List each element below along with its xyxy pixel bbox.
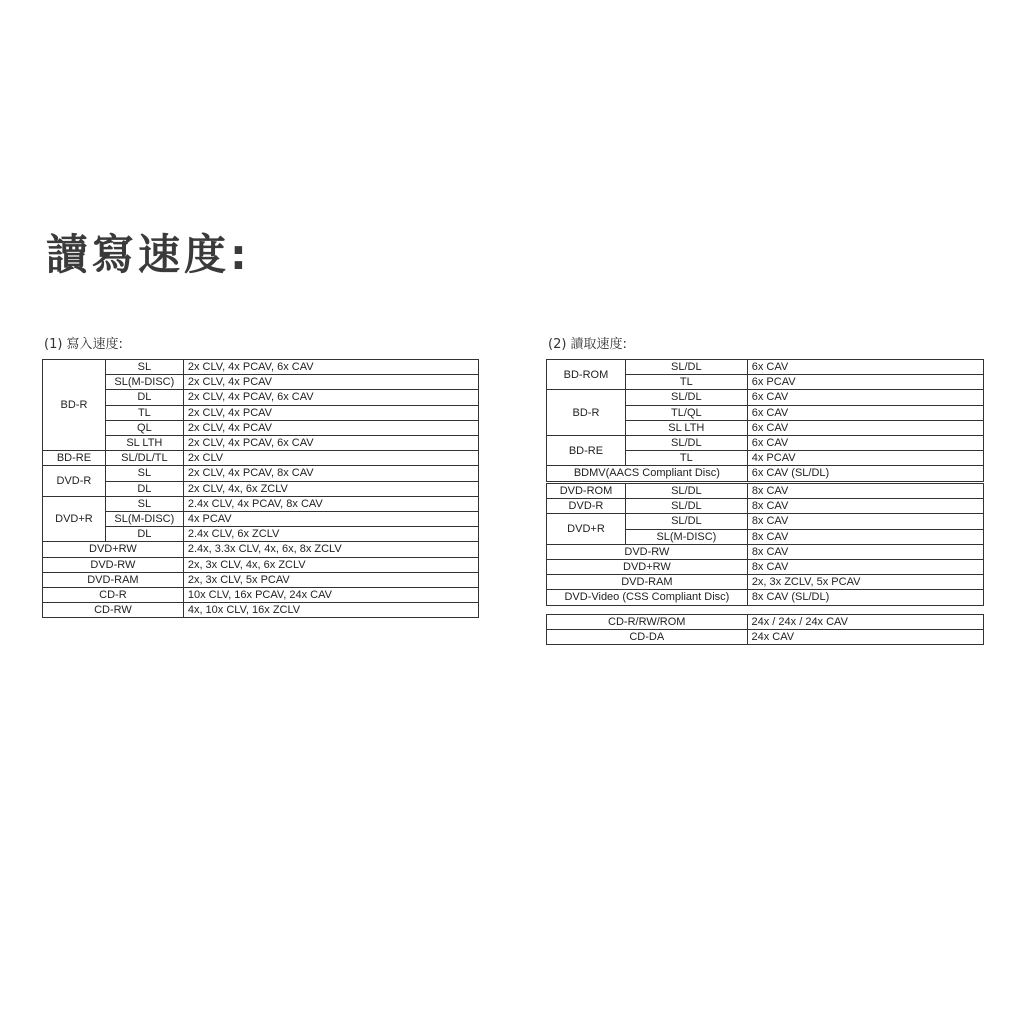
media-group-cell: DVD-R xyxy=(43,466,106,496)
media-cell: CD-R/RW/ROM xyxy=(547,615,748,630)
table-row xyxy=(43,360,479,375)
table-row xyxy=(43,512,479,527)
media-cell: CD-R xyxy=(43,588,184,603)
speed-cell: 4x PCAV xyxy=(747,451,983,466)
speed-cell: 2.4x CLV, 4x PCAV, 8x CAV xyxy=(183,496,478,511)
media-cell: DVD-RAM xyxy=(43,572,184,587)
media-group-cell: DVD+R xyxy=(547,514,626,544)
disc-type-cell: SL xyxy=(105,360,183,375)
table-row xyxy=(547,560,984,575)
table-row xyxy=(547,630,984,645)
speed-cell: 2x CLV, 4x, 6x ZCLV xyxy=(183,481,478,496)
speed-cell: 24x CAV xyxy=(747,630,983,645)
table-row xyxy=(547,615,984,630)
read-speed-label: (2) 讀取速度: xyxy=(548,337,627,352)
media-cell: DVD-RW xyxy=(43,557,184,572)
speed-cell: 2x, 3x CLV, 4x, 6x ZCLV xyxy=(183,557,478,572)
table-row xyxy=(547,390,984,405)
table-row xyxy=(547,590,984,605)
speed-cell: 2x CLV xyxy=(183,451,478,466)
table-row xyxy=(547,544,984,559)
table-row xyxy=(43,451,479,466)
disc-type-cell: TL xyxy=(625,451,747,466)
table-row xyxy=(43,390,479,405)
table-row xyxy=(547,466,984,481)
table-row xyxy=(43,375,479,390)
disc-type-cell: TL xyxy=(105,405,183,420)
table-row xyxy=(43,603,479,618)
read-speed-table-cd xyxy=(546,614,984,645)
disc-type-cell: SL xyxy=(105,466,183,481)
disc-type-cell: DL xyxy=(105,527,183,542)
disc-type-cell: TL/QL xyxy=(625,405,747,420)
speed-cell: 2x CLV, 4x PCAV xyxy=(183,405,478,420)
speed-cell: 4x, 10x CLV, 16x ZCLV xyxy=(183,603,478,618)
media-group-cell: BD-RE xyxy=(43,451,106,466)
table-row xyxy=(43,481,479,496)
media-group-cell: DVD-ROM xyxy=(547,484,626,499)
disc-type-cell: SL/DL xyxy=(625,390,747,405)
speed-cell: 6x CAV xyxy=(747,405,983,420)
table-row xyxy=(547,499,984,514)
disc-type-cell: DL xyxy=(105,481,183,496)
speed-cell: 6x CAV xyxy=(747,436,983,451)
speed-cell: 8x CAV xyxy=(747,544,983,559)
disc-type-cell: DL xyxy=(105,390,183,405)
disc-type-cell: SL(M-DISC) xyxy=(105,512,183,527)
speed-cell: 2x CLV, 4x PCAV, 6x CAV xyxy=(183,360,478,375)
table-row xyxy=(547,575,984,590)
disc-type-cell: SL/DL xyxy=(625,360,747,375)
read-speed-table-dvd xyxy=(546,483,984,606)
disc-type-cell: SL(M-DISC) xyxy=(105,375,183,390)
media-group-cell: BD-R xyxy=(43,360,106,451)
media-group-cell: DVD-R xyxy=(547,499,626,514)
disc-type-cell: SL/DL xyxy=(625,514,747,529)
media-cell: DVD-Video (CSS Compliant Disc) xyxy=(547,590,748,605)
media-group-cell: BD-ROM xyxy=(547,360,626,390)
media-group-cell: DVD+R xyxy=(43,496,106,542)
speed-cell: 2.4x CLV, 6x ZCLV xyxy=(183,527,478,542)
table-row xyxy=(43,420,479,435)
speed-cell: 2x CLV, 4x PCAV, 6x CAV xyxy=(183,390,478,405)
read-speed-table-bd xyxy=(546,359,984,482)
table-row xyxy=(43,466,479,481)
speed-cell: 2.4x, 3.3x CLV, 4x, 6x, 8x ZCLV xyxy=(183,542,478,557)
media-cell: DVD-RW xyxy=(547,544,748,559)
disc-type-cell: SL(M-DISC) xyxy=(625,529,747,544)
speed-cell: 6x PCAV xyxy=(747,375,983,390)
disc-type-cell: SL/DL xyxy=(625,484,747,499)
table-row xyxy=(547,514,984,529)
media-group-cell: BD-R xyxy=(547,390,626,436)
table-row xyxy=(43,557,479,572)
media-cell: BDMV(AACS Compliant Disc) xyxy=(547,466,748,481)
table-row xyxy=(547,436,984,451)
page-title: 讀寫速度: xyxy=(46,230,251,279)
table-row xyxy=(43,542,479,557)
disc-type-cell: SL/DL xyxy=(625,436,747,451)
disc-type-cell: SL/DL/TL xyxy=(105,451,183,466)
speed-cell: 8x CAV xyxy=(747,529,983,544)
table-row xyxy=(43,496,479,511)
speed-cell: 2x CLV, 4x PCAV, 6x CAV xyxy=(183,436,478,451)
table-row xyxy=(43,588,479,603)
speed-cell: 6x CAV xyxy=(747,420,983,435)
speed-cell: 24x / 24x / 24x CAV xyxy=(747,615,983,630)
speed-cell: 2x, 3x CLV, 5x PCAV xyxy=(183,572,478,587)
write-speed-label: (1) 寫入速度: xyxy=(44,337,123,352)
speed-cell: 8x CAV xyxy=(747,514,983,529)
media-cell: CD-RW xyxy=(43,603,184,618)
media-cell: CD-DA xyxy=(547,630,748,645)
table-row xyxy=(43,527,479,542)
table-row xyxy=(43,572,479,587)
table-row xyxy=(43,405,479,420)
media-cell: DVD+RW xyxy=(547,560,748,575)
media-cell: DVD-RAM xyxy=(547,575,748,590)
disc-type-cell: TL xyxy=(625,375,747,390)
media-group-cell: BD-RE xyxy=(547,436,626,466)
table-row xyxy=(43,436,479,451)
disc-type-cell: SL LTH xyxy=(105,436,183,451)
disc-type-cell: QL xyxy=(105,420,183,435)
speed-cell: 2x CLV, 4x PCAV, 8x CAV xyxy=(183,466,478,481)
speed-cell: 2x, 3x ZCLV, 5x PCAV xyxy=(747,575,983,590)
disc-type-cell: SL LTH xyxy=(625,420,747,435)
speed-cell: 4x PCAV xyxy=(183,512,478,527)
speed-cell: 6x CAV xyxy=(747,360,983,375)
disc-type-cell: SL/DL xyxy=(625,499,747,514)
speed-cell: 10x CLV, 16x PCAV, 24x CAV xyxy=(183,588,478,603)
speed-cell: 8x CAV (SL/DL) xyxy=(747,590,983,605)
speed-cell: 2x CLV, 4x PCAV xyxy=(183,420,478,435)
table-row xyxy=(547,484,984,499)
speed-cell: 2x CLV, 4x PCAV xyxy=(183,375,478,390)
speed-cell: 8x CAV xyxy=(747,560,983,575)
speed-cell: 8x CAV xyxy=(747,484,983,499)
table-row xyxy=(547,360,984,375)
write-speed-table xyxy=(42,359,479,618)
speed-cell: 6x CAV xyxy=(747,390,983,405)
disc-type-cell: SL xyxy=(105,496,183,511)
speed-cell: 6x CAV (SL/DL) xyxy=(747,466,983,481)
speed-cell: 8x CAV xyxy=(747,499,983,514)
media-cell: DVD+RW xyxy=(43,542,184,557)
